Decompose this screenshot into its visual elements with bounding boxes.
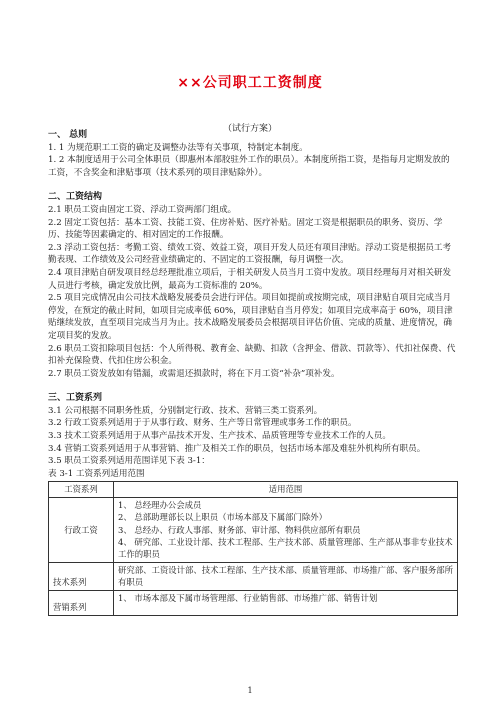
paragraph: 2.4 项目津贴自研发项目经总经理批准立项后，于相关研发人员当月工资中发放。项目经理每月对相关研发人员进行考核，确定发放比例，最高为工资标准的 20%。 bbox=[48, 267, 452, 291]
table-cell-series: 技术系列 bbox=[49, 562, 114, 590]
paragraph: 3.2 行政工资系列适用于于从事行政、财务、生产等日常管理或事务工作的职员。 bbox=[48, 418, 357, 429]
table-row bbox=[49, 497, 458, 562]
paragraph: 3.5 职员工资系列适用范围详见下表 3-1： bbox=[48, 456, 210, 467]
document-body bbox=[48, 129, 458, 616]
table-row bbox=[49, 562, 458, 590]
section-heading: 一、 总则 bbox=[48, 130, 88, 140]
paragraph: 3.3 技术工资系列适用于从事产品技术开发、生产技术、品质管理等专业技术工作的人员。 bbox=[48, 431, 391, 442]
paragraph: 3.1 公司根据不同职务性质，分别制定行政、技术、营销三类工资系列。 bbox=[48, 405, 323, 416]
paragraph: 2.1 职员工资由固定工资、浮动工资两部门组成。 bbox=[48, 204, 237, 215]
paragraph: 2.7 职员工资发放如有错漏，或需退还损款时，将在下月工资“补杂”项补发。 bbox=[48, 368, 340, 379]
wage-series-table bbox=[48, 481, 458, 615]
paragraph: 2.6 职员工资扣除项目包括：个人所得税、教育金、缺勤、扣款（含押金、借款、罚款等）、代扣社保费、代扣补充保险费、代扣住房公积金。 bbox=[48, 343, 456, 367]
table-cell-series: 营销系列 bbox=[49, 590, 114, 615]
table-caption: 表 3-1 工资系列适用范围 bbox=[48, 468, 145, 479]
table-cell-series: 行政工资 bbox=[49, 497, 114, 562]
table-row bbox=[49, 590, 458, 615]
table-header-cell: 工资系列 bbox=[49, 482, 114, 497]
document-title: ××公司职工工资制度 bbox=[177, 75, 323, 91]
table-cell-scope bbox=[114, 590, 458, 615]
table-header-row bbox=[49, 482, 458, 497]
table-header-cell: 适用范围 bbox=[114, 482, 458, 497]
scope-item: 4、 研究部、工业设计部、技术工程部、生产技术部、质量管理部、生产部从事非专业技术工作的职员 bbox=[118, 537, 453, 560]
paragraph: 1. 1 为规范职工工资的确定及调整办法等有关事项，特制定本制度。 bbox=[48, 142, 308, 153]
section-heading: 三、工资系列 bbox=[48, 393, 103, 404]
scope-item: 1、 市场本部及下属市场管理部、行业销售部、市场推广部、销售计划 bbox=[118, 592, 378, 603]
page-number: 1 bbox=[247, 686, 253, 695]
paragraph: 2.2 固定工资包括：基本工资、技能工资、住房补贴、医疗补贴。固定工资是根据职员的职务、资历、学历、技能等因素确定的、相对固定的工作报酬。 bbox=[48, 217, 443, 241]
scope-item: 1、 总经理办公会成员 bbox=[118, 499, 202, 510]
table-cell-scope bbox=[114, 497, 458, 562]
scope-item: 3、 总经办、行政人事部、财务部、审计部、物料供应部所有职员 bbox=[118, 524, 361, 535]
paragraph: 3.4 营销工资系列适用于从事营销、推广及相关工作的职员，包括市场本部及难驻外机构所有职员。 bbox=[48, 443, 426, 454]
document-subtitle: （试行方案） bbox=[222, 124, 277, 134]
section-heading: 二、工资结构 bbox=[48, 192, 103, 203]
paragraph: 2.3 浮动工资包括：考勤工资、绩效工资、效益工资，项目开发人员还有项目津贴。浮动工资是根据员工考勤表现、工作绩效及公司经营业绩确定的、不固定的工资报酬，每月调整一次。 bbox=[48, 242, 452, 266]
scope-item: 2、 总部助理部长以上职员（市场本部及下属部门除外） bbox=[118, 512, 327, 523]
paragraph: 2.5 项目完成情况由公司技术战略发展委员会进行评估。项目如提前或按期完成，项目津贴自项目完成当月停发，在预定的截止时间，如项目完成率低 60%，项目津贴自当月停发；如项目完成率高于 60%，项目津贴继续发放，直至项目完成当月为止。技术战略发展委员会根据项目评估价值、完成的质量、进度情况，确定项目奖的发放。 bbox=[48, 293, 453, 341]
paragraph: 1. 2 本制度适用于公司全体职员（即惠州本部胶驻外工作的职员）。本制度所指工资，是指每月定期发放的工资，不含奖金和津贴事项（技术系列的项目津贴除外）。 bbox=[48, 155, 450, 178]
scope-item: 研究部、工资设计部、技术工程部、生产技术部、质量管理部、市场推广部、客户服务部所有职员 bbox=[118, 564, 453, 588]
table-cell-scope bbox=[114, 562, 458, 590]
